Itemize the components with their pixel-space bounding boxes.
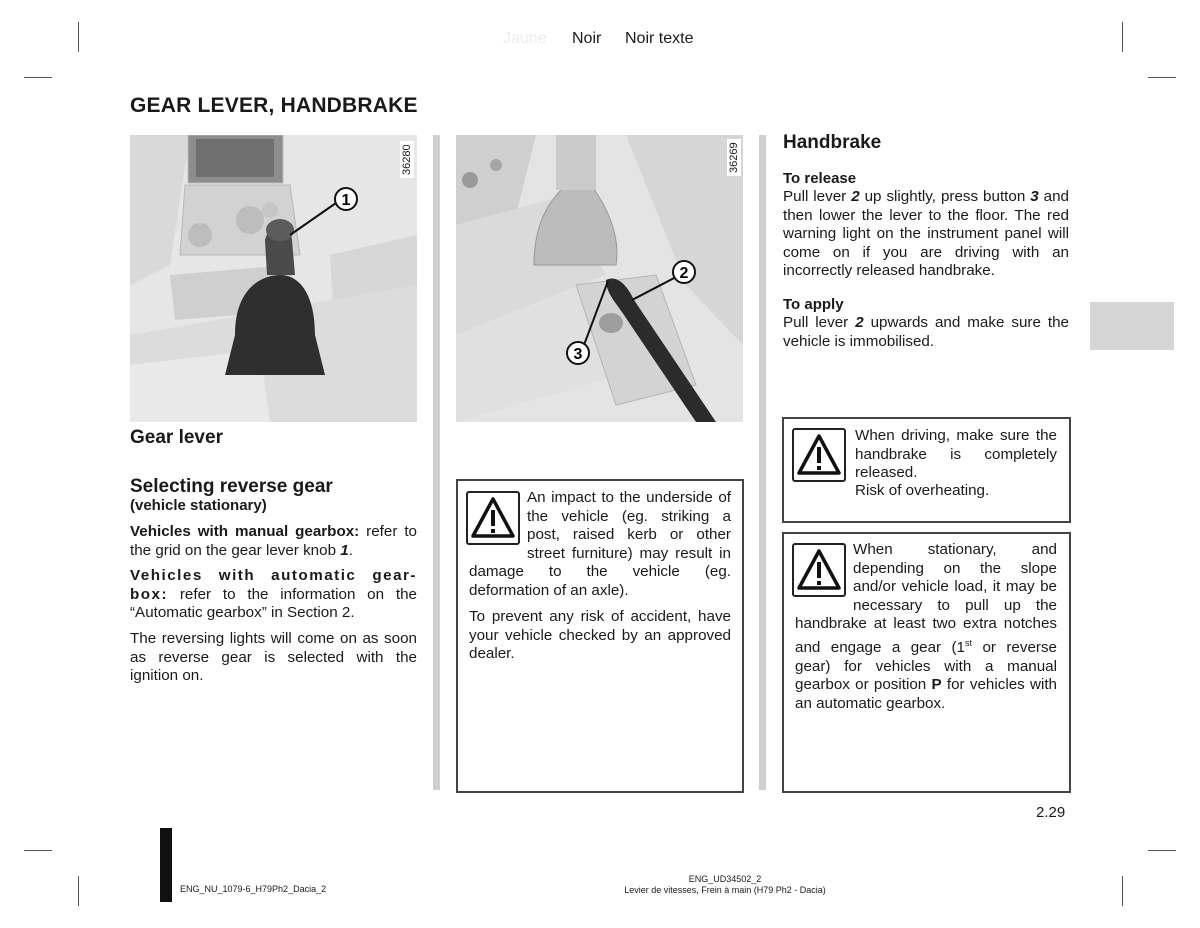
release-text: Pull lever	[783, 188, 852, 205]
crop-mark	[1148, 850, 1176, 851]
page-title: GEAR LEVER, HANDBRAKE	[130, 94, 418, 117]
footer-left: ENG_NU_1079-6_H79Ph2_Dacia_2	[180, 884, 327, 894]
footer-center-line1: ENG_UD34502_2	[688, 874, 762, 884]
crop-mark	[78, 22, 79, 52]
callout-label: 1	[341, 192, 351, 209]
manual-gearbox-paragraph	[130, 523, 417, 560]
reference-number: 1	[340, 541, 349, 559]
column-divider	[759, 135, 766, 790]
stationary-warning-text-c: for vehicles with an automatic gearbox.	[795, 676, 1057, 712]
release-heading: To release	[783, 170, 857, 187]
manual-gearbox-text: refer to the grid on the gear lever knob	[130, 523, 417, 559]
overheating-warning-text: Risk of overheating.	[855, 482, 990, 499]
reference-number: 2	[855, 314, 864, 331]
stationary-warning-text	[795, 541, 1057, 713]
handbrake-heading: Handbrake	[783, 132, 882, 153]
callout-label: 2	[679, 265, 689, 282]
automatic-gearbox-paragraph	[130, 567, 417, 623]
reverse-gear-note: (vehicle stationary)	[130, 497, 267, 514]
header-noir: Noir	[572, 30, 602, 47]
crop-mark	[24, 850, 52, 851]
apply-heading: To apply	[783, 296, 844, 313]
reverse-gear-heading: Selecting reverse gear	[130, 476, 333, 497]
release-text: and then lower the lever to the floor. The red warning light on the instrument panel will come on if you are driving with an incorrectly released handbrake.	[783, 188, 1070, 280]
handbrake-illustration	[456, 135, 743, 422]
stationary-warning-text-a: When stationary, and depending on the slope and/or vehicle load, it may be necessary to pull up the handbrake at least two extra notches and engage a gear (1	[795, 541, 1057, 657]
apply-text: Pull lever	[783, 314, 856, 331]
apply-text: upwards and make sure the vehicle is immobilised.	[783, 314, 1070, 350]
automatic-gearbox-label: Vehicles with automatic gear-box:	[130, 567, 417, 603]
release-paragraph	[783, 188, 1069, 281]
registration-bar	[160, 828, 172, 902]
icon-spacer	[469, 489, 527, 561]
punctuation: .	[348, 541, 353, 559]
automatic-gearbox-text: refer to the information on the “Automatic gearbox” in Section 2.	[130, 585, 417, 622]
image-code: 36280	[400, 141, 414, 178]
image-code: 36269	[727, 139, 741, 176]
crop-mark	[1122, 22, 1123, 52]
gear-lever-heading: Gear lever	[130, 427, 223, 448]
header-jaune: Jaune	[503, 30, 547, 47]
superscript: st	[965, 637, 973, 648]
header-noir-texte: Noir texte	[625, 30, 694, 47]
crop-mark	[1148, 77, 1176, 78]
gear-lever-illustration	[130, 135, 417, 422]
crop-mark	[24, 77, 52, 78]
footer-center-line2: Levier de vitesses, Frein à main (H79 Ph2 - Dacia)	[624, 885, 826, 895]
crop-mark	[1122, 876, 1123, 906]
manual-gearbox-label: Vehicles with manual gearbox:	[130, 523, 360, 540]
crop-mark	[78, 876, 79, 906]
warning-triangle-icon	[792, 428, 846, 482]
reference-number: 2	[851, 188, 860, 205]
stationary-warning-text-b: or reverse gear) for vehicles with a manual gearbox or position	[795, 639, 1057, 694]
apply-paragraph	[783, 314, 1069, 351]
impact-warning-text: An impact to the underside of the vehicle (eg. striking a post, raised kerb or other street furniture) may result in damage to the vehicle (eg. deformation of an axle).	[469, 489, 731, 599]
icon-spacer	[795, 541, 853, 613]
column-divider	[433, 135, 440, 790]
reversing-lights-paragraph: The reversing lights will come on as soon as reverse gear is selected with the ignition on.	[130, 630, 417, 685]
driving-warning-text: When driving, make sure the handbrake is completely released.	[855, 427, 1057, 482]
gear-position-p: P	[931, 676, 942, 694]
section-tab	[1090, 302, 1174, 350]
page-number: 2.29	[1036, 804, 1066, 821]
release-text: up slightly, press button	[859, 188, 1031, 205]
reference-number: 3	[1030, 188, 1039, 205]
impact-warning-advice: To prevent any risk of accident, have your vehicle checked by an approved dealer.	[469, 608, 731, 663]
callout-label: 3	[573, 346, 583, 363]
